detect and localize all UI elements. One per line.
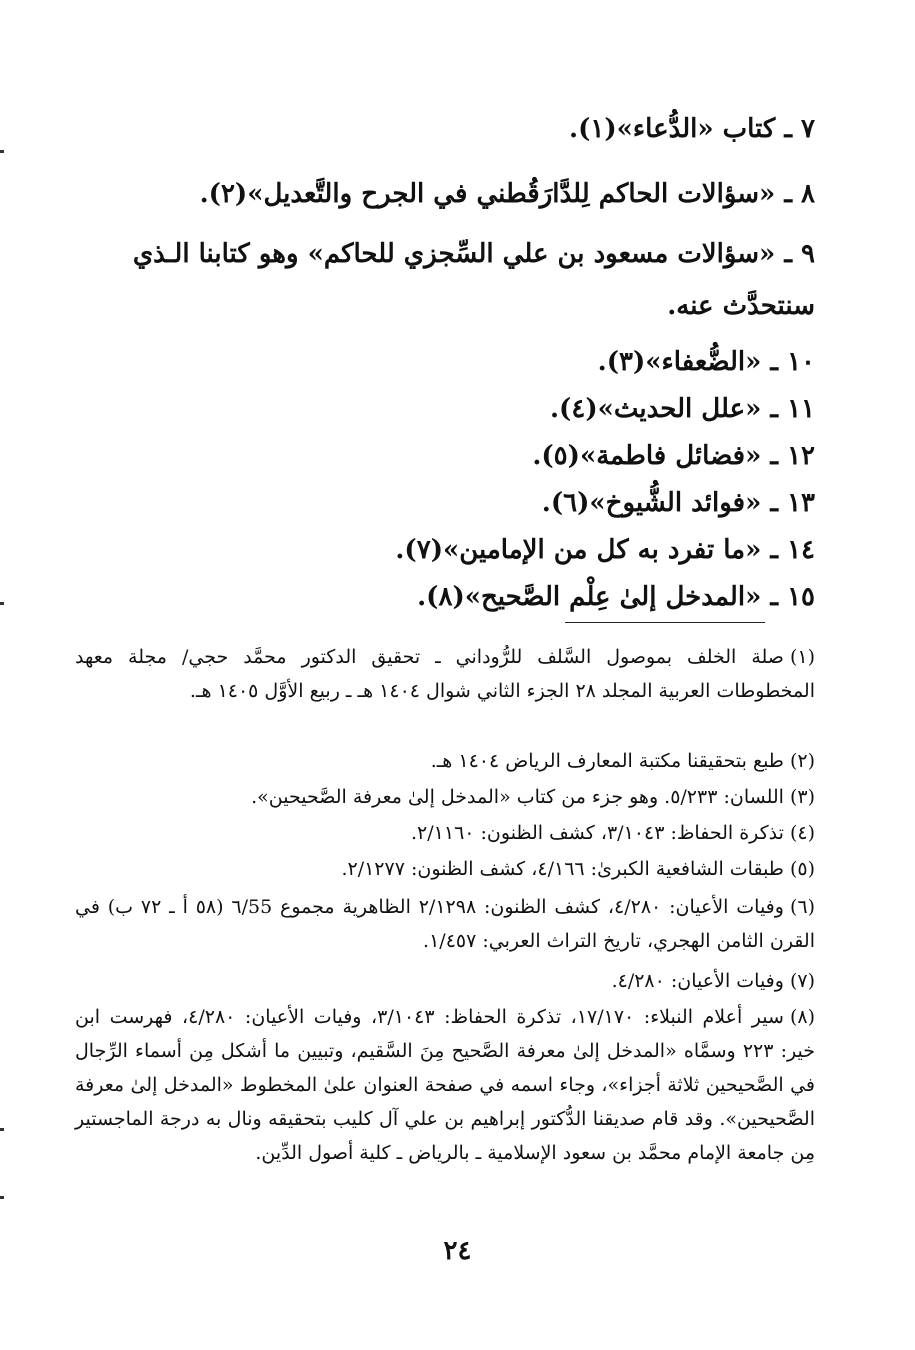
footnote-text: تذكرة الحفاظ: ٣/١٠٤٣، كشف الظنون: ٢/١١٦٠. <box>411 822 784 844</box>
list-item-14: ١٤ ـ «ما تفرد به كل من الإمامين»(٧). <box>395 535 815 565</box>
footnote-4 <box>75 816 815 850</box>
footnote-text: وفيات الأعيان: ٤/٢٨٠. <box>611 970 784 992</box>
footnote-text: طبقات الشافعية الكبرىٰ: ٤/١٦٦، كشف الظنون: ٢/١٢٧٧. <box>341 858 784 880</box>
footnote-marker: (٧) <box>789 970 815 992</box>
footnote-text: طبع بتحقيقنا مكتبة المعارف الرياض ١٤٠٤ هـ. <box>430 750 784 772</box>
list-item-10: ١٠ ـ «الضُّعفاء»(٣). <box>597 347 815 377</box>
footnote-text: سير أعلام النبلاء: ١٧/١٧٠، تذكرة الحفاظ: ٣/١٠٤٣، وفيات الأعيان: ٤/٢٨٠، فهرست ابن خير: ٢٢٣ وسمَّاه «المدخل إلىٰ معرفة الصَّحيح مِنَ السَّقيم، وتبيين ما أشكل مِن أسماء الرِّجال في الصَّحيحين ثلاثة أجزاء»، وجاء اسمه في صفحة العنوان علىٰ المخطوط «المدخل إلىٰ معرفة الصَّحيحين». وقد قام صديقنا الدُّكتور إبراهيم بن علي آل كليب بتحقيقه ونال به درجة الماجستير مِن جامعة الإمام محمَّد بن سعود الإسلامية ـ بالرياض ـ كلية أصول الدِّين. <box>75 1006 815 1164</box>
footnote-marker: (٢) <box>789 750 815 772</box>
footnote-marker: (٣) <box>789 786 815 808</box>
scan-edge-mark <box>0 602 4 605</box>
list-item-15: ١٥ ـ «المدخل إلىٰ عِلْم الصَّحيح»(٨). <box>417 582 815 612</box>
scan-edge-mark <box>0 1128 4 1131</box>
footnote-6 <box>75 890 815 958</box>
scan-edge-mark <box>0 1196 4 1199</box>
scan-edge-mark <box>0 150 4 153</box>
footnote-text: وفيات الأعيان: ٤/٢٨٠، كشف الظنون: ٢/١٢٩٨ الظاهرية مجموع ٦/55 (٥٨ أ ـ ٧٢ ب) في القرن الثامن الهجري، تاريخ التراث العربي: ١/٤٥٧. <box>75 896 815 952</box>
list-item-11: ١١ ـ «علل الحديث»(٤). <box>550 394 815 424</box>
page-number: ٢٤ <box>443 1236 472 1266</box>
footnote-marker: (١) <box>789 646 815 668</box>
footnote-7 <box>75 964 815 998</box>
footnote-5 <box>75 852 815 886</box>
footnote-text: اللسان: ٥/٢٣٣. وهو جزء من كتاب «المدخل إلىٰ معرفة الصَّحيحين». <box>251 786 784 808</box>
footnote-marker: (٦) <box>789 896 816 918</box>
footnote-marker: (٤) <box>789 822 815 844</box>
list-item-8: ٨ ـ «سؤالات الحاكم لِلدَّارَقُطني في الجرح والتَّعديل»(٢). <box>199 179 815 209</box>
list-item-13: ١٣ ـ «فوائد الشُّيوخ»(٦). <box>541 488 815 518</box>
footnote-3 <box>75 780 815 814</box>
footnote-1 <box>75 640 815 708</box>
footnote-marker: (٥) <box>789 858 815 880</box>
footnote-text: صلة الخلف بموصول السَّلف للرُّوداني ـ تحقيق الدكتور محمَّد حجي/ مجلة معهد المخطوطات العربية المجلد ٢٨ الجزء الثاني شوال ١٤٠٤ هـ ـ ربيع الأوَّل ١٤٠٥ هـ. <box>75 646 815 702</box>
list-item-12: ١٢ ـ «فضائل فاطمة»(٥). <box>532 441 815 471</box>
footnote-marker: (٨) <box>789 1006 815 1028</box>
list-item-9: ٩ ـ «سؤالات مسعود بن علي السِّجزي للحاكم» وهو كتابنا الـذي سنتحدَّث عنه. <box>132 239 815 321</box>
list-item-7: ٧ ـ كتاب «الدُّعاء»(١). <box>569 114 815 144</box>
footnote-2 <box>75 744 815 778</box>
footnote-8 <box>75 1000 815 1170</box>
footnote-divider <box>565 622 765 623</box>
